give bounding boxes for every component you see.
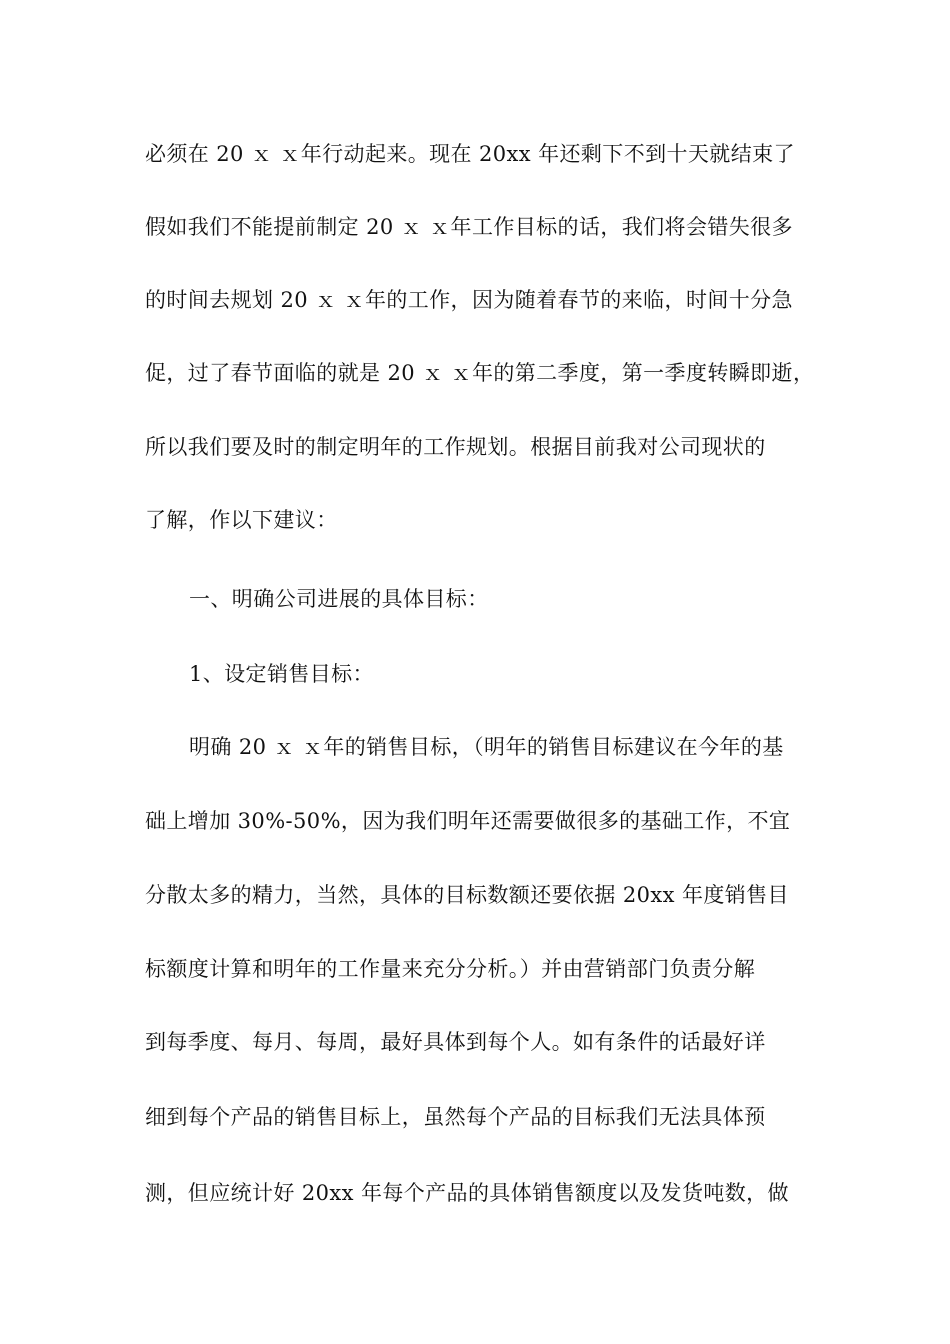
text-line: 细到每个产品的销售目标上，虽然每个产品的目标我们无法具体预 bbox=[145, 1105, 766, 1129]
text-line: 到每季度、每月、每周，最好具体到每个人。如有条件的话最好详 bbox=[145, 1030, 766, 1054]
text-line: 测，但应统计好 20xx 年每个产品的具体销售额度以及发货吨数，做 bbox=[145, 1181, 789, 1205]
text-line: 础上增加 30%-50%，因为我们明年还需要做很多的基础工作，不宜 bbox=[145, 809, 791, 833]
text-line: 所以我们要及时的制定明年的工作规划。根据目前我对公司现状的 bbox=[145, 435, 766, 459]
text-line: 标额度计算和明年的工作量来充分分析。）并由营销部门负责分解 bbox=[145, 957, 756, 981]
text-line: 分散太多的精力，当然，具体的目标数额还要依据 20xx 年度销售目 bbox=[145, 883, 789, 907]
text-line: 假如我们不能提前制定 20 ｘ ｘ年工作目标的话，我们将会错失很多 bbox=[145, 215, 793, 239]
paragraph-start-line: 明确 20 ｘ ｘ年的销售目标，（明年的销售目标建议在今年的基 bbox=[189, 735, 784, 759]
text-line: 必须在 20 ｘ ｘ年行动起来。现在 20xx 年还剩下不到十天就结束了 bbox=[145, 142, 795, 166]
section-heading: 一、明确公司进展的具体目标： bbox=[189, 587, 489, 611]
text-line: 的时间去规划 20 ｘ ｘ年的工作，因为随着春节的来临，时间十分急 bbox=[145, 288, 793, 312]
text-line: 促，过了春节面临的就是 20 ｘ ｘ年的第二季度，第一季度转瞬即逝， bbox=[145, 361, 815, 385]
text-line: 了解，作以下建议： bbox=[145, 508, 338, 532]
subsection-heading: 1、设定销售目标： bbox=[189, 662, 374, 686]
